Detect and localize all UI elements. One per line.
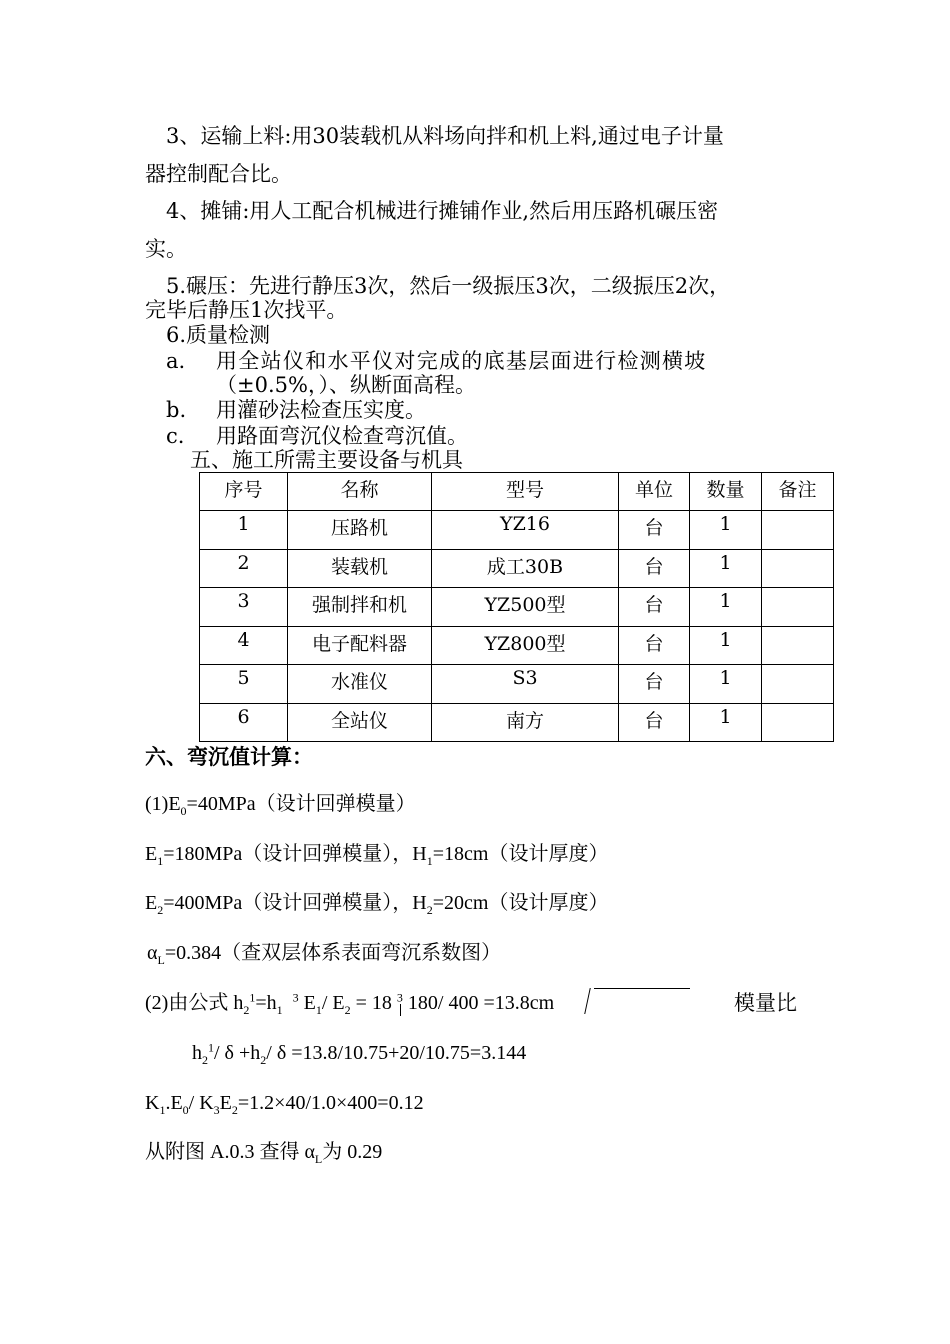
- cell-qty: 1: [690, 511, 762, 549]
- col-header-name: 名称: [288, 473, 432, 511]
- item6-a-label: a.: [166, 349, 186, 373]
- col-header-unit: 单位: [619, 473, 690, 511]
- table-row: [200, 703, 834, 741]
- cell-name: 压路机: [288, 511, 432, 549]
- cell-index: 3: [200, 588, 288, 626]
- calc-title: 六、弯沉值计算：: [145, 744, 313, 769]
- cell-name: 强制拌和机: [288, 588, 432, 626]
- cell-model: 南方: [432, 703, 619, 741]
- item6-c: 用路面弯沉仪检查弯沉值。: [216, 424, 468, 448]
- modulus-ratio-label: 模量比: [734, 991, 797, 1015]
- cell-qty: 1: [690, 588, 762, 626]
- cell-unit: 台: [619, 549, 690, 587]
- cell-qty: 1: [690, 549, 762, 587]
- item3-line2: 器控制配合比。: [145, 162, 292, 186]
- cell-qty: 1: [690, 626, 762, 664]
- item6-b-label: b.: [166, 398, 187, 422]
- item6-title: 6.质量检测: [166, 323, 271, 347]
- cell-qty: 1: [690, 665, 762, 703]
- item5-line2: 完毕后静压1次找平。: [145, 298, 348, 322]
- calc-e1-line: $E_1=180MPa$（设计回弹模量），$H_1=18cm$（设计厚度）: [145, 843, 609, 868]
- item5-line1: 5.碾压：先进行静压3次，然后一级振压3次，二级振压2次，: [166, 274, 731, 298]
- cell-unit: 台: [619, 626, 690, 664]
- table-row: [200, 626, 834, 664]
- item6-b: 用灌砂法检查压实度。: [216, 398, 426, 422]
- equipment-table: [199, 472, 834, 742]
- col-header-index: 序号: [200, 473, 288, 511]
- cell-index: 5: [200, 665, 288, 703]
- col-header-qty: 数量: [690, 473, 762, 511]
- cell-note: [762, 511, 834, 549]
- cell-unit: 台: [619, 665, 690, 703]
- table-row: [200, 511, 834, 549]
- cell-name: 电子配料器: [288, 626, 432, 664]
- table-row: [200, 549, 834, 587]
- table-header-row: [200, 473, 834, 511]
- col-header-model: 型号: [432, 473, 619, 511]
- cell-unit: 台: [619, 588, 690, 626]
- cell-unit: 台: [619, 511, 690, 549]
- cell-name: 全站仪: [288, 703, 432, 741]
- calc-alpha-line: $\alpha_L=0.384$（查双层体系表面弯沉系数图）: [147, 942, 502, 967]
- item6-a-line1: 用全站仪和水平仪对完成的底基层面进行检测横坡: [216, 349, 707, 373]
- cell-note: [762, 665, 834, 703]
- cell-unit: 台: [619, 703, 690, 741]
- cell-qty: 1: [690, 703, 762, 741]
- item4-line1: 4、摊铺:用人工配合机械进行摊铺作业,然后用压路机碾压密: [166, 199, 719, 223]
- calc-ratio-line: $h_2^1/$ $\delta +h_2/$ δ =13.8/10.75+20/10.75=3.144: [192, 1040, 527, 1067]
- item6-c-label: c.: [166, 424, 185, 448]
- calc-e2-line: $E_2=400MPa$（设计回弹模量），$H_2=20cm$（设计厚度）: [145, 892, 609, 917]
- cell-model: S3: [432, 665, 619, 703]
- cell-name: 装载机: [288, 549, 432, 587]
- cell-model: YZ500型: [432, 588, 619, 626]
- table-row: [200, 588, 834, 626]
- cell-note: [762, 549, 834, 587]
- calc-formula-line: (2)由公式 $h_2^1=h_1$ $^3$ $E_1/$ $E_2 = 18$ $^3$ 180/ 400 =13.8cm: [145, 990, 555, 1017]
- cell-index: 2: [200, 549, 288, 587]
- radical-sign-small: [400, 1004, 407, 1016]
- cell-note: [762, 626, 834, 664]
- table-row: [200, 665, 834, 703]
- cell-index: 1: [200, 511, 288, 549]
- cell-index: 6: [200, 703, 288, 741]
- calc-result-line: 从附图 A.0.3 查得 $\alpha_L$为 0.29: [145, 1141, 383, 1166]
- radical-sign: [584, 988, 599, 1014]
- cell-model: YZ16: [432, 511, 619, 549]
- item6-a-line2: （±0.5%，）、纵断面高程。: [216, 373, 476, 397]
- section5-title: 五、施工所需主要设备与机具: [190, 448, 463, 472]
- calc-k-line: $K_1.E_0/$ $K_3E_2=1.2\times 40/1.0\times 400=0.12$: [145, 1092, 424, 1117]
- cell-name: 水准仪: [288, 665, 432, 703]
- item3-line1: 3、运输上料:用30装载机从料场向拌和机上料,通过电子计量: [166, 124, 724, 148]
- cell-model: YZ800型: [432, 626, 619, 664]
- item4-line2: 实。: [145, 237, 187, 261]
- cell-note: [762, 703, 834, 741]
- col-header-note: 备注: [762, 473, 834, 511]
- cell-index: 4: [200, 626, 288, 664]
- cell-note: [762, 588, 834, 626]
- cell-model: 成工30B: [432, 549, 619, 587]
- calc-e0-line: $(1)E_0=40MPa$（设计回弹模量）: [145, 793, 416, 818]
- radical-bar: [594, 988, 690, 989]
